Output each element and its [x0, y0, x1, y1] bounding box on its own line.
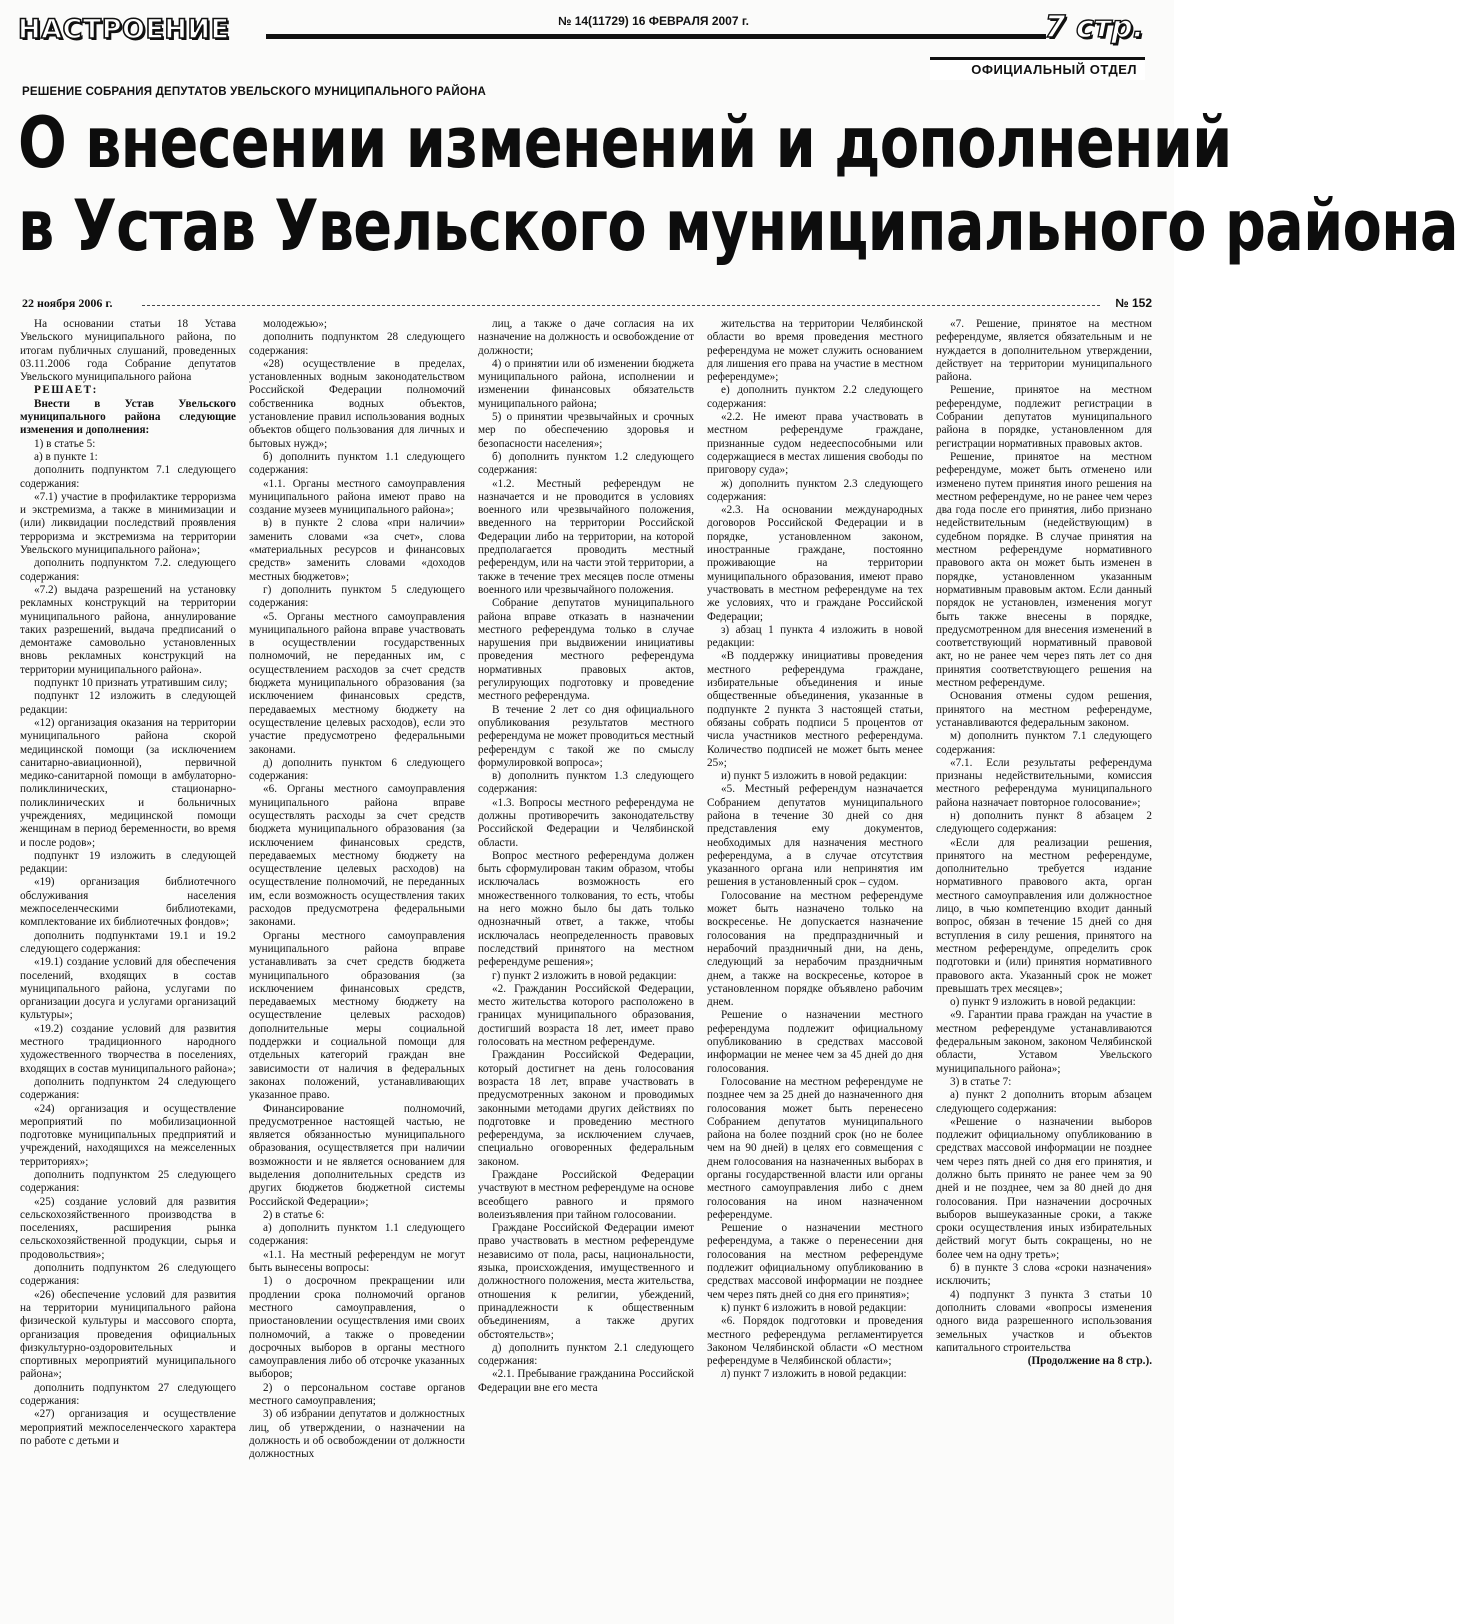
- paragraph: 1) в статье 5:: [34, 437, 96, 450]
- paragraph: а) пункт 2 дополнить вторым абзацем следующего содержания:: [936, 1089, 1152, 1115]
- paragraph: д) дополнить пунктом 2.1 следующего содержания:: [478, 1341, 694, 1368]
- paragraph: «В поддержку инициативы проведения местного референдума граждане, избирательные объединения и иные общественные объединения, указанные в подпункте 2 пункта 3 настоящей статьи, обязаны собрать подписи 5 процентов от числа участников местного референдума. Количество подписей не может быть менее 25»;: [707, 650, 923, 769]
- paragraph: 3) об избрании депутатов и должностных лиц, об утверждении, о назначении на должность и об освобождении от должности должностных: [249, 1408, 465, 1461]
- paragraph: «9. Гарантии права граждан на участие в местном референдуме устанавливаются федеральным законом, законом Челябинской области, Уставом Увельского муниципального района»;: [936, 1009, 1152, 1075]
- paragraph: 5) о принятии чрезвычайных и срочных мер по обеспечению здоровья и безопасности населения»;: [478, 411, 694, 450]
- paragraph: дополнить подпунктом 25 следующего содержания:: [20, 1169, 236, 1195]
- paragraph: РЕШАЕТ:: [34, 384, 98, 397]
- paragraph: ж) дополнить пунктом 2.3 следующего содержания:: [707, 477, 923, 503]
- document-date: 22 ноября 2006 г.: [22, 296, 113, 310]
- paragraph: л) пункт 7 изложить в новой редакции:: [721, 1368, 907, 1381]
- paragraph: е) дополнить пунктом 2.2 следующего содержания:: [707, 384, 923, 410]
- paragraph: «2.1. Пребывание гражданина Российской Федерации вне его места: [478, 1368, 694, 1394]
- article-column-2: [249, 318, 465, 1593]
- document-number: № 152: [1115, 296, 1152, 310]
- section-name: НАСТРОЕНИЕ: [18, 14, 230, 45]
- paragraph: дополнить подпунктом 28 следующего содержания:: [249, 331, 465, 357]
- paragraph: Граждане Российской Федерации участвуют в местном референдуме на основе всеобщего равного и прямого волеизъявления при тайном голосовании.: [478, 1169, 694, 1221]
- paragraph: подпункт 12 изложить в следующей редакции:: [20, 690, 236, 716]
- paragraph: б) дополнить пунктом 1.1 следующего содержания:: [249, 450, 465, 477]
- paragraph: молодежью»;: [263, 318, 327, 330]
- page-number: 7 стр.: [1044, 10, 1144, 45]
- paragraph: Решение, принятое на местном референдуме, может быть отменено или изменено путем принятия иного решения на местном референдуме, но не ранее чем через два года после его принятия, либо признано недействительным (недействующим) в судебном порядке. В случае принятия на местном референдуме нормативного правового акта он может быть изменен в порядке, установленном указанным нормативным правовым актом. Если данный порядок не установлен, изменения могут быть также внесены в порядке, предусмотренном для внесения изменений в соответствующий нормативный правовой акт, но не ранее чем через пять лет со дня принятия соответствующего решения на местном референдуме.: [936, 450, 1152, 690]
- paragraph: «6. Органы местного самоуправления муниципального района вправе осуществлять расходы за счет средств бюджета муниципального образования (за исключением финансовых средств, передаваемых местному бюджету на осуществление целевых расходов) на осуществление полномочий, не переданных им, если возможность осуществления таких расходов предусмотрена федеральными законами.: [249, 783, 465, 929]
- paragraph: Решение о назначении местного референдума, а также о перенесении дня голосования на местном референдуме подлежит официальному опубликованию в средствах массовой информации не позднее чем через пять дней со дня его принятия»;: [707, 1222, 923, 1301]
- paragraph: «24) организация и осуществление мероприятий по мобилизационной подготовке муниципальных предприятий и учреждений, находящихся на межселенных территориях»;: [20, 1102, 236, 1168]
- paragraph: Граждане Российской Федерации имеют право участвовать в местном референдуме независимо от пола, расы, национальности, языка, происхождения, имущественного и должностного положения, места жительства, отношения к религии, убеждений, принадлежности к общественным объединениям, а также других обстоятельств»;: [478, 1222, 694, 1341]
- paragraph: «5. Местный референдум назначается Собранием депутатов муниципального района в течение 30 дней со дня представления ему документов, необходимых для назначения местного референдума, а в случае отсутствия указанного органа или непринятия им решения в установленный срок – судом.: [707, 783, 923, 889]
- paragraph: о) пункт 9 изложить в новой редакции:: [950, 996, 1136, 1009]
- paragraph: а) дополнить пунктом 1.1 следующего содержания:: [249, 1222, 465, 1248]
- paragraph: з) абзац 1 пункта 4 изложить в новой редакции:: [707, 623, 923, 650]
- paragraph: Решение, принятое на местном референдуме, подлежит регистрации в Собрании депутатов муниципального района в порядке, установленном для регистрации нормативных правовых актов.: [936, 384, 1152, 450]
- paragraph: 4) подпункт 3 пункта 3 статьи 10 дополнить словами «вопросы изменения одного вида разрешенного использования земельных участков и объектов капитального строительства: [936, 1288, 1152, 1354]
- paragraph: «28) осуществление в пределах, установленных водным законодательством Российской Федерации полномочий собственника водных объектов, установление правил использования водных объектов общего пользования для личных и бытовых нужд»;: [249, 357, 465, 450]
- paragraph: «2.3. На основании международных договоров Российской Федерации и в порядке, установленном законом, иностранные граждане, постоянно проживающие на территории муниципального образования, имеют право участвовать в местном референдуме на тех же условиях, что и граждане Российской Федерации;: [707, 504, 923, 623]
- paragraph: «1.1. На местный референдум не могут быть вынесены вопросы:: [249, 1248, 465, 1275]
- paragraph: Внести в Устав Увельского муниципального района следующие изменения и дополнения:: [20, 397, 236, 437]
- paragraph: 1) о досрочном прекращении или продлении срока полномочий органов местного самоуправления, о приостановлении осуществления ими своих полномочий, а также о проведении досрочных выборов в органы местного самоуправления либо об отсрочке указанных выборов;: [249, 1275, 465, 1381]
- article-column-5: [936, 318, 1152, 1593]
- paragraph: «7.1. Если результаты референдума признаны недействительными, комиссия местного референдума муниципального района назначает повторное голосование»;: [936, 756, 1152, 809]
- headline: [18, 102, 1458, 267]
- paragraph: к) пункт 6 изложить в новой редакции:: [721, 1301, 907, 1314]
- paragraph: Голосование на местном референдуме не позднее чем за 25 дней до назначенного дня голосования может быть перенесено Собранием депутатов муниципального района на более поздний срок (но не более чем на 90 дней) в целях его совмещения с днем голосования на назначенных выборах в органы государственной власти или органы местного самоуправления либо с днем голосования на ином назначенном референдуме.: [707, 1075, 923, 1221]
- masthead: [18, 10, 1154, 54]
- paragraph: «19.1) создание условий для обеспечения поселений, входящих в состав муниципального района, услугами по организации досуга и услугами организаций культуры»;: [20, 956, 236, 1022]
- paragraph: жительства на территории Челябинской области во время проведения местного референдума не может служить основанием для лишения его права на участие в местном референдуме»;: [707, 318, 923, 384]
- paragraph: «1.3. Вопросы местного референдума не должны противоречить законодательству Российской Федерации и Челябинской области.: [478, 796, 694, 849]
- headline-line-1: О внесении изменений и дополнений: [18, 102, 1232, 184]
- paragraph: Вопрос местного референдума должен быть сформулирован таким образом, чтобы исключалась возможность его множественного толкования, то есть, чтобы на него можно было бы дать только однозначный ответ, а также, чтобы исключалась неопределенность правовых последствий принятого на местном референдуме решения»;: [478, 849, 694, 969]
- paragraph: подпункт 19 изложить в следующей редакции:: [20, 849, 236, 876]
- department-bar: [930, 57, 1145, 80]
- dateline: [22, 296, 1152, 312]
- article-columns: [20, 318, 1152, 1593]
- paragraph: «7.2) выдача разрешений на установку рекламных конструкций на территории муниципального района, аннулирование таких разрешений, выдача предписаний о демонтаже самовольно установленных вновь рекламных конструкций на территории муниципального района».: [20, 583, 236, 676]
- paragraph: Голосование на местном референдуме может быть назначено только на воскресенье. Не допускается назначение голосования на предпраздничный и нерабочий праздничный дни, на день, следующий за нерабочим праздничным днем, а также на воскресенье, которое в установленном порядке объявлено рабочим днем.: [707, 889, 923, 1009]
- paragraph: «6. Порядок подготовки и проведения местного референдума регламентируется Законом Челябинской области «О местном референдуме в Челябинской области»;: [707, 1315, 923, 1368]
- article-column-4: [707, 318, 923, 1593]
- paragraph: «26) обеспечение условий для развития на территории муниципального района физической культуры и массового спорта, организация проведения официальных физкультурно-оздоровительных и спортивных мероприятий муниципального района»;: [20, 1288, 236, 1381]
- paragraph: «12) организация оказания на территории муниципального района скорой медицинской помощи (за исключением санитарно-авиационной), первичной медико-санитарной помощи в амбулаторно-поликлинических, стационарно-поликлинических и больничных учреждениях, медицинской помощи женщинам в период беременности, во время и после родов»;: [20, 716, 236, 849]
- paragraph: в) дополнить пунктом 1.3 следующего содержания:: [478, 770, 694, 796]
- paragraph: «7. Решение, принятое на местном референдуме, является обязательным и не нуждается в дополнительном утверждении, действует на территории муниципального района.: [936, 318, 1152, 384]
- paragraph: м) дополнить пунктом 7.1 следующего содержания:: [936, 730, 1152, 756]
- paragraph: подпункт 10 признать утратившим силу;: [34, 677, 228, 690]
- paragraph: г) пункт 2 изложить в новой редакции:: [492, 969, 677, 982]
- paragraph: б) дополнить пунктом 1.2 следующего содержания:: [478, 450, 694, 477]
- paragraph: дополнить подпунктом 27 следующего содержания:: [20, 1381, 236, 1408]
- paragraph: В течение 2 лет со дня официального опубликования результатов местного референдума не может проводиться местный референдум с такой же по смыслу формулировкой вопроса»;: [478, 703, 694, 769]
- paragraph: 4) о принятии или об изменении бюджета муниципального района, исполнении и изменении финансовых обязательств муниципального района;: [478, 357, 694, 410]
- paragraph: «2. Гражданин Российской Федерации, место жительства которого расположено в границах муниципального образования, достигший возраста 18 лет, имеет право голосовать на местном референдуме.: [478, 982, 694, 1049]
- paragraph: «Решение о назначении выборов подлежит официальному опубликованию в средствах массовой информации не позднее чем через пять дней со дня его принятия, и должно быть принято не ранее чем за 90 дней и не позднее, чем за 80 дней до дня голосования. При назначении досрочных выборов вышеуказанные сроки, а также сроки осуществления иных избирательных действий могут быть сокращены, но не более чем на одну треть»;: [936, 1115, 1152, 1261]
- department-label: ОФИЦИАЛЬНЫЙ ОТДЕЛ: [971, 62, 1137, 77]
- paragraph: На основании статьи 18 Устава Увельского муниципального района, по итогам публичных слушаний, проведенных 03.11.2006 года Собрание депутатов Увельского муниципального района: [20, 318, 236, 384]
- kicker: РЕШЕНИЕ СОБРАНИЯ ДЕПУТАТОВ УВЕЛЬСКОГО МУНИЦИПАЛЬНОГО РАЙОНА: [22, 86, 487, 98]
- masthead-rule: [266, 34, 1046, 39]
- paragraph: б) в пункте 3 слова «сроки назначения» исключить;: [936, 1262, 1152, 1288]
- paragraph: а) в пункте 1:: [34, 450, 98, 463]
- paragraph: лиц, а также о даче согласия на их назначение на должность и освобождение от должности;: [478, 318, 694, 357]
- paragraph: «19) организация библиотечного обслуживания населения межпоселенческими библиотеками, комплектование их библиотечных фондов»;: [20, 876, 236, 929]
- paragraph: «Если для реализации решения, принятого на местном референдуме, дополнительно требуется издание нормативного правового акта, орган местного самоуправления или должностное лицо, в чью компетенцию входит данный вопрос, обязан в течение 15 дней со дня вступления в силу решения, принятого на местном референдуме, определить срок подготовки и (или) принятия нормативного правового акта. Указанный срок не может превышать трех месяцев»;: [936, 836, 1152, 995]
- paragraph: в) в пункте 2 слова «при наличии» заменить словами «за счет», слова «материальных ресурсов и финансовых средств» заменить словами «доходов местных бюджетов»;: [249, 517, 465, 583]
- paragraph: дополнить подпунктом 7.1 следующего содержания:: [20, 464, 236, 490]
- continuation-note: (Продолжение на 8 стр.).: [1027, 1355, 1152, 1368]
- paragraph: дополнить подпунктом 24 следующего содержания:: [20, 1075, 236, 1102]
- paragraph: дополнить подпунктом 7.2. следующего содержания:: [20, 557, 236, 583]
- dateline-rule: [142, 305, 1100, 306]
- paragraph: «2.2. Не имеют права участвовать в местном референдуме граждане, признанные судом недееспособными или содержащиеся в местах лишения свободы по приговору суда»;: [707, 411, 923, 477]
- paragraph: Собрание депутатов муниципального района вправе отказать в назначении местного референдума только в случае нарушения при выдвижении инициативы проведения местного референдума нормативных правовых актов, регулирующих подготовку и проведение местного референдума.: [478, 597, 694, 703]
- headline-line-2: в Устав Увельского муниципального района: [18, 184, 1458, 267]
- article-column-1: [20, 318, 236, 1593]
- paragraph: «25) создание условий для развития сельскохозяйственного производства в поселениях, расширения рынка сельскохозяйственной продукции, сырья и продовольствия»;: [20, 1195, 236, 1261]
- paragraph: и) пункт 5 изложить в новой редакции:: [721, 770, 908, 783]
- paragraph: «5. Органы местного самоуправления муниципального района вправе участвовать в осуществлении государственных полномочий, не переданных им, с осуществлением расходов за счет средств бюджета муниципального образования (за исключением финансовых средств, передаваемых местному бюджету на осуществление целевых расходов), если это участие предусмотрено федеральными законами.: [249, 610, 465, 756]
- paragraph: д) дополнить пунктом 6 следующего содержания:: [249, 756, 465, 783]
- paragraph: «19.2) создание условий для развития местного традиционного народного художественного творчества в поселениях, входящих в состав муниципального района»;: [20, 1022, 236, 1075]
- paragraph: «1.2. Местный референдум не назначается и не проводится в условиях военного или чрезвычайного положения, введенного на территории Российской Федерации либо на территории, на которой предполагается проводить местный референдум, или на части этой территории, а также в течение трех месяцев после отмены военного или чрезвычайного положения.: [478, 477, 695, 596]
- paragraph: н) дополнить пункт 8 абзацем 2 следующего содержания:: [936, 809, 1152, 836]
- paragraph: Гражданин Российской Федерации, который достигнет на день голосования возраста 18 лет, вправе участвовать в предусмотренных законом и проводимых законными методами других действиях по подготовке и проведению местного референдума, за исключением случаев, специально оговоренных федеральным законом.: [478, 1049, 694, 1168]
- paragraph: 2) в статье 6:: [263, 1208, 325, 1221]
- paragraph: Органы местного самоуправления муниципального района вправе устанавливать за счет средств бюджета муниципального образования (за исключением финансовых средств, передаваемых местному бюджету на осуществление целевых расходов) дополнительные меры социальной поддержки и социальной помощи для отдельных категорий граждан вне зависимости от наличия в федеральных законах положений, устанавливающих указанное право.: [249, 929, 465, 1102]
- paragraph: г) дополнить пунктом 5 следующего содержания:: [249, 583, 465, 610]
- paragraph: Решение о назначении местного референдума подлежит официальному опубликованию в средствах массовой информации не менее чем за 45 дней до дня голосования.: [707, 1009, 923, 1075]
- paragraph: 3) в статье 7:: [950, 1075, 1012, 1088]
- paragraph: дополнить подпунктами 19.1 и 19.2 следующего содержания:: [20, 929, 236, 955]
- issue-info: № 14(11729) 16 ФЕВРАЛЯ 2007 г.: [558, 14, 749, 28]
- paragraph: «1.1. Органы местного самоуправления муниципального района имеют право на создание музеев муниципального района»;: [249, 477, 465, 517]
- paragraph: «7.1) участие в профилактике терроризма и экстремизма, а также в минимизации и (или) ликвидации последствий проявления терроризма и экстремизма на территории Увельского муниципального района»;: [20, 490, 236, 557]
- paragraph: Финансирование полномочий, предусмотренное настоящей частью, не является обязанностью муниципального образования, осуществляется при наличии возможности и не является основанием для выделения дополнительных средств из других бюджетов бюджетной системы Российской Федерации»;: [249, 1102, 465, 1208]
- paragraph: Основания отмены судом решения, принятого на местном референдуме, устанавливаются федеральным законом.: [936, 690, 1152, 729]
- paragraph: дополнить подпунктом 26 следующего содержания:: [20, 1262, 236, 1288]
- paragraph: 2) о персональном составе органов местного самоуправления;: [249, 1381, 465, 1408]
- paragraph: «27) организация и осуществление мероприятий межпоселенческого характера по работе с детьми и: [20, 1408, 236, 1447]
- article-column-3: [478, 318, 694, 1593]
